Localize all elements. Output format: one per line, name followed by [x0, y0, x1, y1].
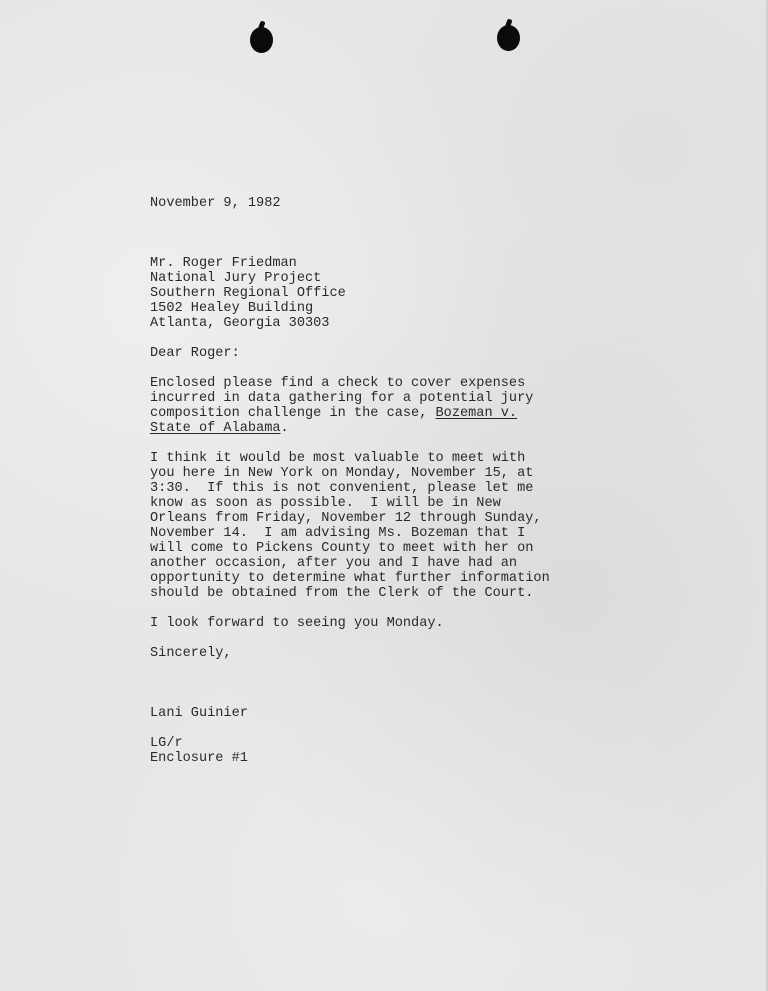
recipient-city: Atlanta, Georgia 30303 — [150, 316, 330, 331]
recipient-name: Mr. Roger Friedman — [150, 256, 297, 271]
recipient-street: 1502 Healey Building — [150, 301, 314, 316]
punch-hole-right — [497, 25, 520, 51]
enclosure-note: Enclosure #1 — [150, 751, 248, 766]
paragraph-text: . — [280, 421, 289, 436]
paragraph-line: another occasion, after you and I have had an — [150, 556, 518, 571]
signature-name: Lani Guinier — [150, 706, 248, 721]
paragraph-closing-remark: I look forward to seeing you Monday. — [150, 616, 444, 631]
closing: Sincerely, — [150, 646, 232, 661]
paragraph-text: composition challenge in the case, — [150, 406, 436, 421]
paragraph-meeting — [150, 451, 610, 601]
recipient-address — [150, 256, 610, 331]
paragraph-line: know as soon as possible. I will be in New — [150, 496, 501, 511]
paragraph-line: November 14. I am advising Ms. Bozeman that I — [150, 526, 526, 541]
salutation: Dear Roger: — [150, 346, 240, 361]
recipient-organization: National Jury Project — [150, 271, 322, 286]
case-name-part1: Bozeman v. — [435, 406, 518, 421]
punch-hole-left — [250, 27, 273, 53]
paragraph-line: Orleans from Friday, November 12 through Sunday, — [150, 511, 542, 526]
paragraph-line — [150, 406, 610, 421]
paragraph-line: I think it would be most valuable to meet with — [150, 451, 526, 466]
letter-date: November 9, 1982 — [150, 196, 281, 211]
paragraph-line: incurred in data gathering for a potential jury — [150, 391, 534, 406]
paragraph-line: 3:30. If this is not convenient, please let me — [150, 481, 534, 496]
recipient-office: Southern Regional Office — [150, 286, 346, 301]
letter-body — [150, 196, 610, 766]
paragraph-line: will come to Pickens County to meet with her on — [150, 541, 534, 556]
paragraph-line — [150, 421, 610, 436]
paragraph-line: opportunity to determine what further information — [150, 571, 550, 586]
paragraph-line: Enclosed please find a check to cover expenses — [150, 376, 526, 391]
case-name-part2: State of Alabama — [150, 421, 281, 436]
paragraph-line: you here in New York on Monday, November 15, at — [150, 466, 534, 481]
reference-initials: LG/r — [150, 736, 183, 751]
paragraph-enclosure — [150, 376, 610, 436]
paragraph-line: should be obtained from the Clerk of the Court. — [150, 586, 534, 601]
